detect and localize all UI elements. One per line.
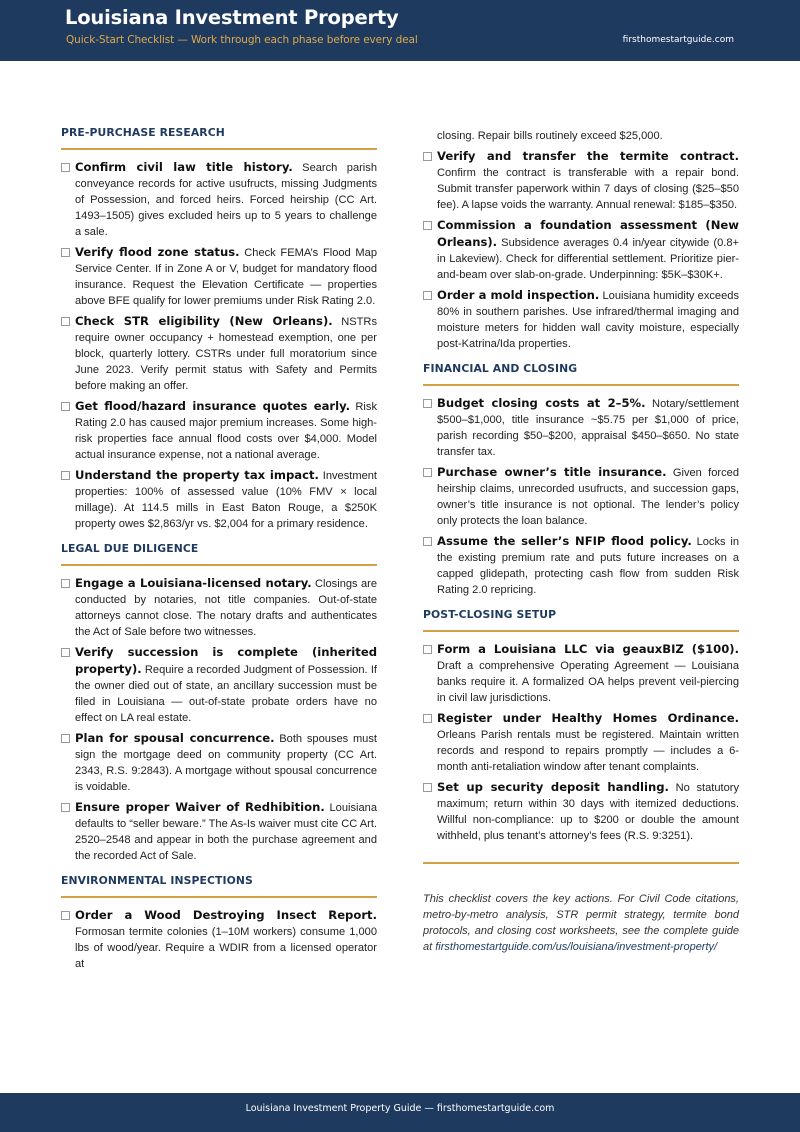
checklist-item: Check STR eligibility (New Orleans). NSTRs require owner occupancy + homestead exemption, one per block, quarterly lottery. CSTRs under full moratorium since June 2023. Verify permit status with Safety and Permits before making an offer. xyxy=(61,313,377,394)
section-title: ENVIRONMENTAL INSPECTIONS xyxy=(61,874,377,898)
page-title: Louisiana Investment Property xyxy=(65,6,399,29)
checklist-item: Confirm civil law title history. Search parish conveyance records for active usufructs, missing Judgments of Possession, and forced heirs. Forced heirship (CC Art. 1493–1505) gives excluded heirs up to 5 years to challenge a sale. xyxy=(61,159,377,240)
checkbox[interactable] xyxy=(61,911,70,920)
section-title: FINANCIAL AND CLOSING xyxy=(423,362,739,386)
item-continuation: closing. Repair bills routinely exceed $25,000. xyxy=(437,130,663,142)
checkbox[interactable] xyxy=(61,163,70,172)
checklist-item: Budget closing costs at 2–5%. Notary/settlement $500–$1,000, title insurance ~$5.75 per $1,000 of price, parish recording $50–$200, appraisal $450–$650. No state transfer tax. xyxy=(423,395,739,460)
checklist-item: Verify flood zone status. Check FEMA’s Flood Map Service Center. If in Zone A or V, budget for mandatory flood insurance. Request the Elevation Certificate — properties above BFE qualify for lower premiums under Risk Rating 2.0. xyxy=(61,244,377,309)
checklist-item: Verify succession is complete (inherited property). Require a recorded Judgment of Possession. If the owner died out of state, an ancillary succession must be filed in Louisiana — out-of-state probate orders have no effect on LA real estate. xyxy=(61,644,377,726)
checklist-item: Form a Louisiana LLC via geauxBIZ ($100). Draft a comprehensive Operating Agreement — Louisiana banks require it. A formalized OA helps prevent veil-piercing in civil law jurisdictions. xyxy=(423,641,739,706)
checklist-item: Understand the property tax impact. Investment properties: 100% of assessed value (10% FMV × local millage). At 114.5 mills in East Baton Rouge, a $250K property owes $2,863/yr vs. $2,004 for a primary residence. xyxy=(61,467,377,532)
checkbox[interactable] xyxy=(423,537,432,546)
checklist-item: Engage a Louisiana-licensed notary. Closings are conducted by notaries, not title companies. Out-of-state attorneys cannot close. The notary drafts and authenticates the Act of Sale before two witnesses. xyxy=(61,575,377,640)
guide-link[interactable]: firsthomestartguide.com/us/louisiana/investment-property/ xyxy=(435,941,718,953)
page-footer xyxy=(0,1093,800,1132)
checkbox[interactable] xyxy=(423,152,432,161)
checkbox[interactable] xyxy=(61,648,70,657)
checklist-item: Register under Healthy Homes Ordinance. Orleans Parish rentals must be registered. Maintain written records and respond to repairs promptly — includes a 6-month anti-retaliation window after tenant complaints. xyxy=(423,710,739,775)
right-column xyxy=(423,128,739,955)
checkbox[interactable] xyxy=(61,579,70,588)
checkbox[interactable] xyxy=(61,248,70,257)
checkbox[interactable] xyxy=(61,317,70,326)
checklist-item: Commission a foundation assessment (New Orleans). Subsidence averages 0.4 in/year citywide (0.8+ in Lakeview). Check for differential settlement. Prioritize pier-and-beam over slab-on-grade. Underpinning: $5K–$30K+. xyxy=(423,217,739,283)
page-header xyxy=(0,0,800,61)
section-title: POST-CLOSING SETUP xyxy=(423,608,739,632)
page-subtitle: Quick-Start Checklist — Work through each phase before every deal xyxy=(66,34,418,46)
checkbox[interactable] xyxy=(423,714,432,723)
checklist-item: Purchase owner’s title insurance. Given forced heirship claims, unrecorded usufructs, and succession gaps, owner’s title insurance is not optional. The lender’s policy only protects the loan balance. xyxy=(423,464,739,529)
checkbox[interactable] xyxy=(423,291,432,300)
footer-text: Louisiana Investment Property Guide — firsthomestartguide.com xyxy=(245,1103,555,1114)
checklist-item: Set up security deposit handling. No statutory maximum; return within 30 days with itemized deductions. Willful non-compliance: up to $200 or double the amount withheld, plus tenant’s attorney’s fees (R.S. 9:3251). xyxy=(423,779,739,844)
checkbox[interactable] xyxy=(423,645,432,654)
checklist-item: Order a Wood Destroying Insect Report. Formosan termite colonies (1–10M workers) consume 1,000 lbs of wood/year. Require a WDIR from a licensed operator at xyxy=(61,907,377,972)
section-title: LEGAL DUE DILIGENCE xyxy=(61,542,377,566)
checkbox[interactable] xyxy=(61,402,70,411)
checkbox[interactable] xyxy=(61,734,70,743)
checkbox[interactable] xyxy=(423,399,432,408)
guide-note: This checklist covers the key actions. For Civil Code citations, metro-by-metro analysis, STR permit strategy, termite bond protocols, and closing cost worksheets, see the complete guide at firsthomestartguide.com/us/louisiana/investment-property/ xyxy=(423,893,739,953)
divider xyxy=(423,862,739,864)
checkbox[interactable] xyxy=(61,471,70,480)
checkbox[interactable] xyxy=(423,221,432,230)
checkbox[interactable] xyxy=(423,468,432,477)
header-site-link[interactable]: firsthomestartguide.com xyxy=(622,35,734,45)
section-title: PRE-PURCHASE RESEARCH xyxy=(61,126,377,150)
left-column xyxy=(61,126,377,976)
checklist-item: Verify and transfer the termite contract. Confirm the contract is transferable with a repair bond. Submit transfer paperwork within 7 days of closing ($25–$50 fee). A lapse voids the warranty. Annual renewal: $185–$350. xyxy=(423,148,739,213)
checklist-item: Ensure proper Waiver of Redhibition. Louisiana defaults to “seller beware.” The As-Is waiver must cite CC Art. 2520–2548 and appear in both the purchase agreement and the recorded Act of Sale. xyxy=(61,799,377,864)
checklist-item: Get flood/hazard insurance quotes early. Risk Rating 2.0 has caused major premium increases. Some high-risk properties face annual flood costs over $4,000. Model actual insurance expense, not a national average. xyxy=(61,398,377,463)
checkbox[interactable] xyxy=(423,783,432,792)
checklist-item: Plan for spousal concurrence. Both spouses must sign the mortgage deed on community property (CC Art. 2343, R.S. 9:2843). A mortgage without spousal concurrence is voidable. xyxy=(61,730,377,795)
checkbox[interactable] xyxy=(61,803,70,812)
checklist-item: Assume the seller’s NFIP flood policy. Locks in the existing premium rate and puts future increases on a capped glidepath, protecting cash flow from sudden Risk Rating 2.0 repricing. xyxy=(423,533,739,598)
checklist-item: Order a mold inspection. Louisiana humidity exceeds 80% in southern parishes. Use infrared/thermal imaging and moisture meters for hidden wall cavity moisture, especially post-Katrina/Ida properties. xyxy=(423,287,739,352)
